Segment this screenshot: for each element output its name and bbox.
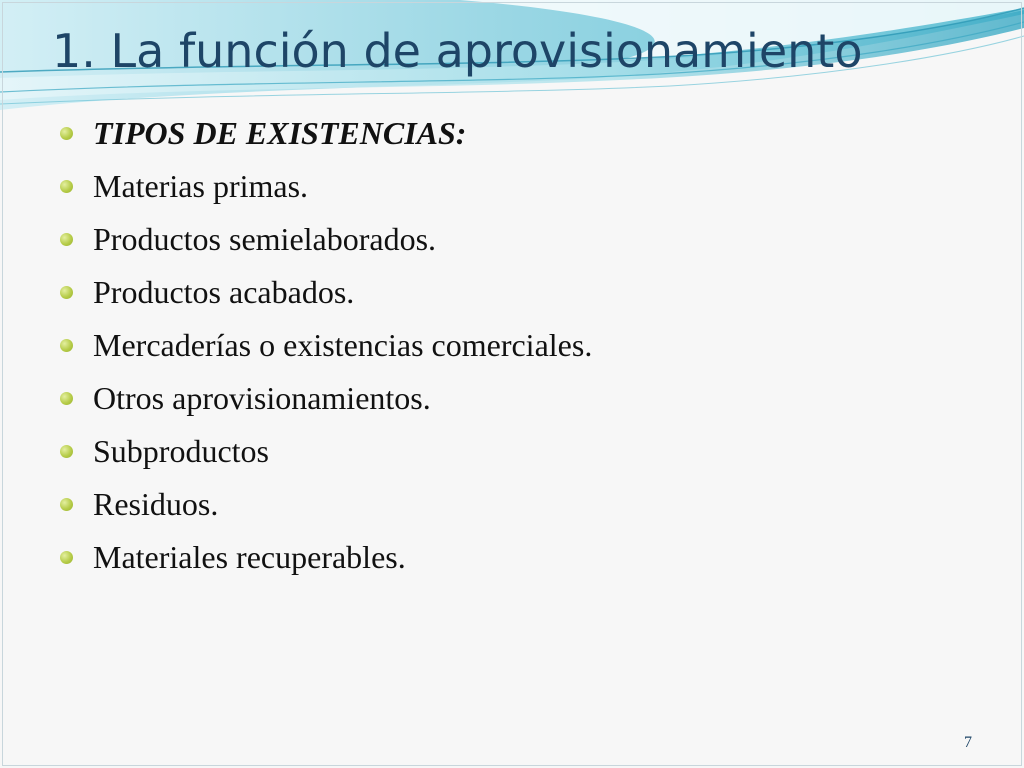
bullet-dot-icon [60, 551, 73, 564]
bullet-text: Otros aprovisionamientos. [93, 380, 431, 416]
page-number: 7 [964, 734, 972, 751]
bullet-item [60, 266, 592, 319]
bullet-dot-icon [60, 392, 73, 405]
bullet-text: Materiales recuperables. [93, 539, 406, 575]
bullet-text: Materias primas. [93, 168, 309, 204]
bullet-item [60, 531, 592, 584]
bullet-item [60, 372, 592, 425]
bullet-dot-icon [60, 180, 73, 193]
bullet-text: Productos semielaborados. [93, 221, 437, 257]
bullet-text: TIPOS DE EXISTENCIAS: [93, 115, 467, 151]
bullet-dot-icon [60, 445, 73, 458]
bullet-item-heading [60, 107, 592, 160]
slide-title: 1. La función de aprovisionamiento [52, 24, 863, 78]
bullet-dot-icon [60, 286, 73, 299]
bullet-item [60, 478, 592, 531]
bullet-item [60, 213, 592, 266]
bullet-list [60, 107, 592, 584]
bullet-text: Mercaderías o existencias comerciales. [93, 327, 593, 363]
bullet-item [60, 160, 592, 213]
bullet-text: Residuos. [93, 486, 219, 522]
bullet-dot-icon [60, 233, 73, 246]
bullet-text: Subproductos [93, 433, 269, 469]
bullet-text: Productos acabados. [93, 274, 355, 310]
bullet-dot-icon [60, 127, 73, 140]
bullet-dot-icon [60, 339, 73, 352]
bullet-item [60, 319, 592, 372]
bullet-item [60, 425, 592, 478]
bullet-dot-icon [60, 498, 73, 511]
